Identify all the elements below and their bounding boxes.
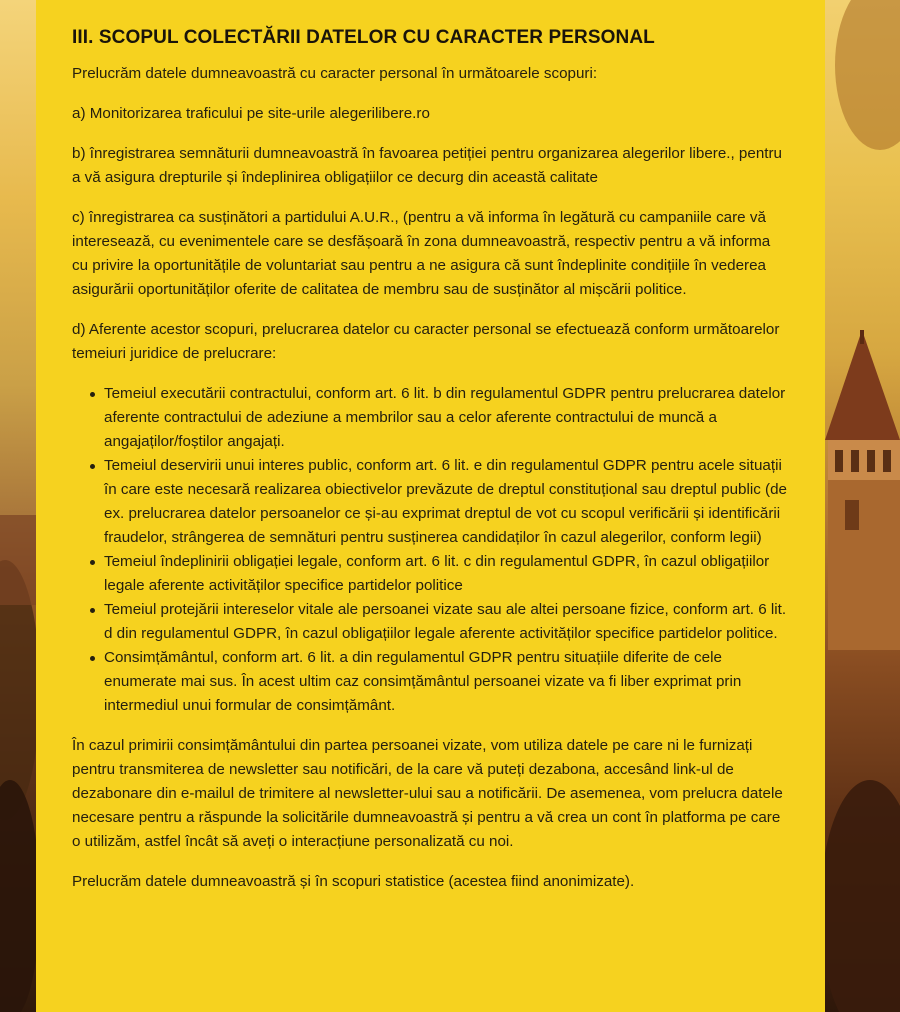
- purpose-a: a) Monitorizarea traficului pe site-urile alegerilibere.ro: [72, 105, 430, 122]
- purpose-b: b) înregistrarea semnăturii dumneavoastră în favoarea petiției pentru organizarea alegerilor libere., pentru a vă asigura drepturile și îndeplinirea obligațiilor ce decurg din această calitate: [72, 145, 782, 186]
- intro-paragraph: Prelucrăm datele dumneavoastră cu caracter personal în următoarele scopuri:: [72, 65, 598, 82]
- list-item: Temeiul deservirii unui interes public, conform art. 6 lit. e din regulamentul GDPR pentru acele situații în care este necesară realizarea obiectivelor prevăzute de dreptul constituțional sau dreptul public (de ex. prelucrarea datelor persoanelor ce și-au exprimat dreptul de vot cu scopul verificării și identificării fraudelor, strângerea de semnături pentru susținerea candidaților în cazul alegerilor, conform legii): [104, 454, 789, 550]
- background-right-scenery: [825, 0, 900, 1012]
- purpose-d: d) Aferente acestor scopuri, prelucrarea datelor cu caracter personal se efectuează conform următoarelor temeiuri juridice de prelucrare:: [72, 321, 780, 362]
- tree-foliage-left-2: [0, 780, 36, 1012]
- church-tower-illustration: [825, 330, 900, 650]
- tree-foliage-bottom-right: [825, 780, 900, 1012]
- list-item: Consimțământul, conform art. 6 lit. a din regulamentul GDPR pentru situațiile diferite de cele enumerate mai sus. În acest ultim caz consimțământul persoanei vizate va fi liber exprimat prin intermediul unui formular de consimțământ.: [104, 646, 789, 718]
- list-item: Temeiul protejării intereselor vitale ale persoanei vizate sau ale altei persoane fizice, conform art. 6 lit. d din regulamentul GDPR, în cazul obligațiilor legale aferente activităților specifice partidelor politice.: [104, 598, 789, 646]
- list-item: Temeiul îndeplinirii obligației legale, conform art. 6 lit. c din regulamentul GDPR, în cazul obligațiilor legale aferente activităților specifice partidelor politice: [104, 550, 789, 598]
- content-panel: [36, 0, 825, 1012]
- background-left-scenery: [0, 0, 36, 1012]
- consent-paragraph: În cazul primirii consimțământului din partea persoanei vizate, vom utiliza datele pe care ni le furnizați pentru transmiterea de newsletter sau notificări, de la care vă puteți dezabona, accesând link-ul de dezabonare din e-mailul de trimitere al newsletter-ului sau a notificării. De asemenea, vom prelucra datele necesare pentru a răspunde la solicitările dumneavoastră și pentru a vă crea un cont în platforma pe care o utilizăm, astfel încât să aveți o interacțiune personalizată cu noi.: [72, 737, 783, 850]
- tree-foliage-top-right: [835, 0, 900, 150]
- legal-bases-list: [72, 382, 789, 718]
- house-silhouette-left: [0, 515, 36, 605]
- list-item: Temeiul executării contractului, conform art. 6 lit. b din regulamentul GDPR pentru prelucrarea datelor aferente contractului de adeziune a membrilor sau a celor aferente contractului de muncă a angajaților/foștilor angajați.: [104, 382, 789, 454]
- purpose-c: c) înregistrarea ca susținători a partidului A.U.R., (pentru a vă informa în legătură cu campaniile care vă interesează, cu evenimentele care se desfășoară în zona dumneavoastră, respectiv pentru a vă informa cu privire la oportunitățile de voluntariat sau pentru a ne asigura că sunt îndeplinite condițiile în vederea asigurării oportunităților oferite de calitatea de membru sau de susținător al mișcării politice.: [72, 209, 771, 298]
- section-title: III. SCOPUL COLECTĂRII DATELOR CU CARACTER PERSONAL: [72, 27, 655, 48]
- statistics-paragraph: Prelucrăm datele dumneavoastră și în scopuri statistice (acestea fiind anonimizate).: [72, 873, 635, 890]
